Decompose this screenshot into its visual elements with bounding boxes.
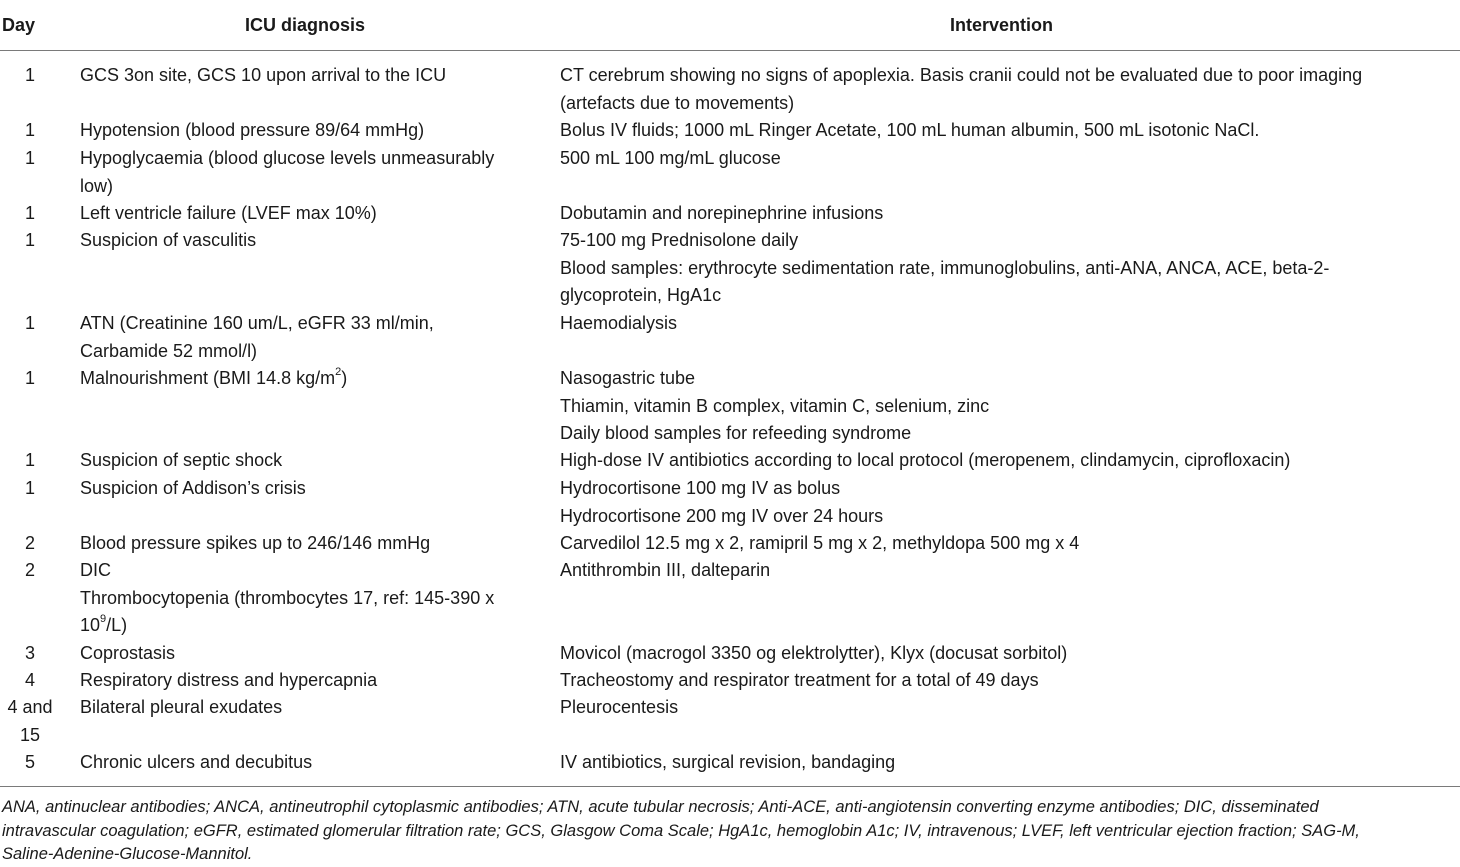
cell-day: [0, 447, 60, 475]
cell-line: [80, 365, 545, 393]
table-header: [0, 0, 1460, 51]
cell-intervention: [560, 640, 1450, 668]
cell-line: Blood samples: erythrocyte sedimentation rate, immunoglobulins, anti-ANA, ANCA, ACE, beta-2-: [560, 257, 1330, 278]
cell-line: Blood pressure spikes up to 246/146 mmHg: [80, 533, 431, 553]
cell-day: [0, 365, 60, 393]
cell-line: Pleurocentesis: [560, 697, 679, 717]
cell-line: (artefacts due to movements): [560, 92, 795, 113]
cell-line: GCS 3on site, GCS 10 upon arrival to the ICU: [80, 65, 447, 85]
cell-day: [0, 530, 60, 558]
cell-day: [0, 640, 60, 668]
cell-day: [0, 694, 60, 749]
cell-line: 3: [24, 643, 35, 663]
cell-text: 10: [80, 615, 101, 635]
cell-diagnosis: [80, 447, 545, 475]
cell-line: Suspicion of septic shock: [80, 450, 283, 470]
cell-diagnosis: [80, 310, 545, 365]
cell-intervention: [560, 227, 1450, 310]
cell-intervention: [560, 145, 1450, 173]
cell-day: [0, 117, 60, 145]
cell-line: 2: [24, 560, 35, 580]
cell-line: Suspicion of Addison’s crisis: [80, 478, 306, 498]
cell-line: Carbamide 52 mmol/l): [80, 340, 258, 361]
cell-line: Antithrombin III, dalteparin: [560, 560, 771, 580]
column-header-diagnosis: ICU diagnosis: [245, 15, 366, 35]
cell-line: Movicol (macrogol 3350 og elektrolytter), Klyx (docusat sorbitol): [560, 643, 1068, 663]
cell-line: Hypoglycaemia (blood glucose levels unmeasurably: [80, 148, 495, 168]
cell-line: Nasogastric tube: [560, 368, 696, 388]
cell-text: /L): [106, 615, 128, 635]
cell-line: Thiamin, vitamin B complex, vitamin C, selenium, zinc: [560, 395, 990, 416]
cell-diagnosis: [80, 640, 545, 668]
cell-line: glycoprotein, HgA1c: [560, 285, 722, 305]
cell-line: 1: [24, 450, 35, 470]
cell-day: [0, 749, 60, 777]
cell-day: [0, 145, 60, 173]
cell-line: Dobutamin and norepinephrine infusions: [560, 203, 884, 223]
cell-diagnosis: [80, 667, 545, 695]
cell-line: Left ventricle failure (LVEF max 10%): [80, 203, 377, 223]
cell-line: 500 mL 100 mg/mL glucose: [560, 148, 781, 168]
cell-line: [80, 612, 545, 640]
cell-intervention: [560, 749, 1450, 777]
cell-day: [0, 227, 60, 255]
cell-line: Respiratory distress and hypercapnia: [80, 670, 378, 690]
cell-line: 2: [24, 533, 35, 553]
cell-line: Hypotension (blood pressure 89/64 mmHg): [80, 120, 425, 140]
cell-text: ): [341, 368, 348, 388]
cell-line: low): [80, 175, 114, 196]
cell-line: Suspicion of vasculitis: [80, 230, 257, 250]
cell-intervention: [560, 667, 1450, 695]
cell-intervention: [560, 475, 1450, 530]
cell-day: [0, 667, 60, 695]
table-bottom-rule: [0, 786, 1460, 787]
cell-diagnosis: [80, 227, 545, 255]
superscript: 2: [335, 366, 342, 378]
cell-diagnosis: [80, 145, 545, 200]
cell-day: [0, 200, 60, 228]
footnote-line: intravascular coagulation; eGFR, estimated glomerular filtration rate; GCS, Glasgow Coma Scale; HgA1c, hemoglobin A1c; IV, intravenous; LVEF, left ventricular ejection fraction; SAG-M,: [2, 821, 1360, 840]
cell-line: Haemodialysis: [560, 313, 678, 333]
cell-line: 1: [24, 120, 35, 140]
cell-line: High-dose IV antibiotics according to local protocol (meropenem, clindamycin, ciprofloxacin): [560, 450, 1291, 470]
column-header-day: Day: [2, 15, 36, 35]
cell-day: [0, 557, 60, 585]
cell-diagnosis: [80, 475, 545, 503]
cell-line: 1: [24, 313, 35, 333]
cell-line: IV antibiotics, surgical revision, bandaging: [560, 752, 896, 772]
footnote-line: ANA, antinuclear antibodies; ANCA, antineutrophil cytoplasmic antibodies; ATN, acute tubular necrosis; Anti-ACE, anti-angiotensin converting enzyme antibodies; DIC, disseminated: [2, 798, 1319, 816]
cell-diagnosis: [80, 200, 545, 228]
cell-line: DIC: [80, 560, 111, 580]
cell-diagnosis: [80, 749, 545, 777]
cell-diagnosis: [80, 117, 545, 145]
cell-intervention: [560, 447, 1450, 475]
cell-day: [0, 310, 60, 338]
cell-intervention: [560, 365, 1450, 448]
cell-intervention: [560, 694, 1450, 722]
cell-line: Bolus IV fluids; 1000 mL Ringer Acetate, 100 mL human albumin, 500 mL isotonic NaCl.: [560, 120, 1260, 140]
cell-line: 15: [19, 724, 41, 745]
cell-day: [0, 62, 60, 90]
cell-line: Bilateral pleural exudates: [80, 697, 283, 717]
cell-line: Daily blood samples for refeeding syndrome: [560, 423, 912, 443]
cell-line: 5: [24, 752, 35, 772]
table-footnote: [2, 796, 1458, 867]
cell-intervention: [560, 62, 1450, 117]
cell-diagnosis: [80, 694, 545, 722]
cell-line: Carvedilol 12.5 mg x 2, ramipril 5 mg x 2, methyldopa 500 mg x 4: [560, 533, 1080, 553]
cell-diagnosis: [80, 62, 545, 90]
column-header-intervention: Intervention: [950, 15, 1054, 35]
cell-line: 1: [24, 203, 35, 223]
cell-intervention: [560, 530, 1450, 558]
cell-line: 4: [24, 670, 35, 690]
cell-line: 1: [24, 148, 35, 168]
cell-diagnosis: [80, 365, 545, 393]
cell-diagnosis: [80, 530, 545, 558]
cell-text: Malnourishment (BMI 14.8 kg/m: [80, 368, 336, 388]
cell-line: Chronic ulcers and decubitus: [80, 752, 313, 772]
cell-line: Tracheostomy and respirator treatment for a total of 49 days: [560, 670, 1039, 690]
footnote-line: Saline-Adenine-Glucose-Mannitol.: [2, 845, 253, 863]
cell-line: 1: [24, 368, 35, 388]
cell-line: CT cerebrum showing no signs of apoplexia. Basis cranii could not be evaluated due to poor imaging: [560, 65, 1363, 85]
cell-line: 4 and: [7, 697, 53, 717]
cell-intervention: [560, 200, 1450, 228]
cell-day: [0, 475, 60, 503]
cell-line: 1: [24, 230, 35, 250]
superscript: 9: [100, 613, 107, 625]
cell-intervention: [560, 310, 1450, 338]
cell-intervention: [560, 557, 1450, 585]
cell-line: Coprostasis: [80, 643, 176, 663]
cell-line: Thrombocytopenia (thrombocytes 17, ref: 145-390 x: [80, 587, 495, 608]
cell-line: 1: [24, 478, 35, 498]
cell-intervention: [560, 117, 1450, 145]
cell-line: 1: [24, 65, 35, 85]
cell-line: Hydrocortisone 100 mg IV as bolus: [560, 478, 841, 498]
cell-diagnosis: [80, 557, 545, 640]
cell-line: ATN (Creatinine 160 um/L, eGFR 33 ml/min,: [80, 313, 434, 333]
cell-line: 75-100 mg Prednisolone daily: [560, 230, 799, 250]
cell-line: Hydrocortisone 200 mg IV over 24 hours: [560, 505, 884, 526]
